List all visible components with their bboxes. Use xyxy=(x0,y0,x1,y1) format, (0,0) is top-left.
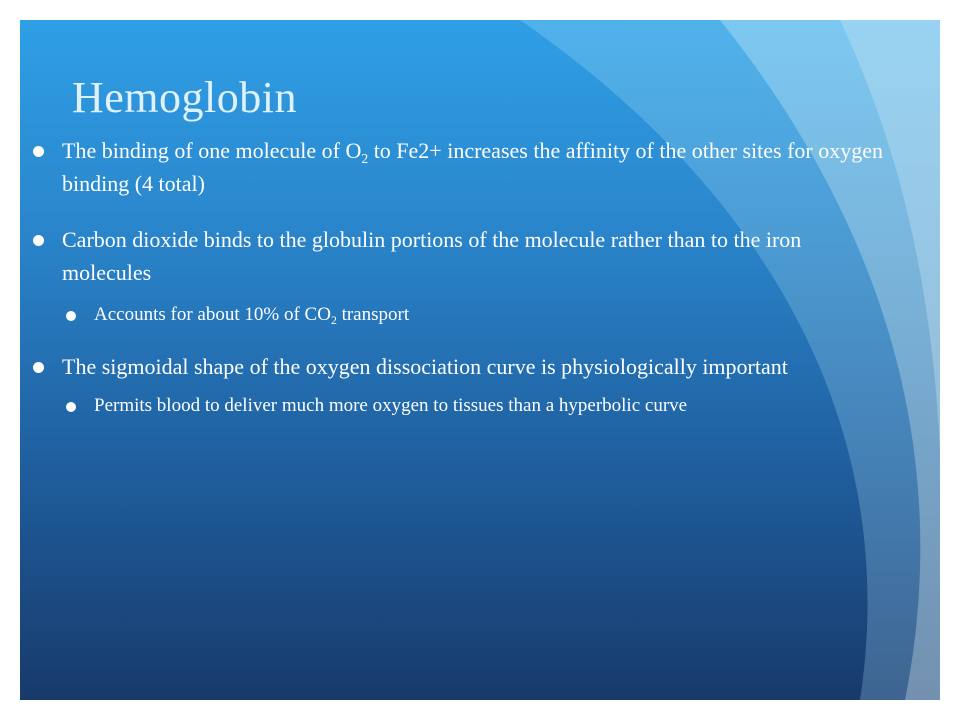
bullet-dot-icon xyxy=(66,311,76,321)
bullet-dot-icon xyxy=(66,402,76,412)
bullet-text: The sigmoidal shape of the oxygen dissociation curve is physiologically important xyxy=(62,354,788,379)
subscript: 2 xyxy=(361,150,369,166)
bullet-carbon-dioxide xyxy=(28,223,888,289)
bullet-dot-icon xyxy=(33,146,44,157)
bullet-text-part: The binding of one molecule of O xyxy=(62,138,362,163)
bullet-text-part: to Fe2+ increases the affinity of the other sites for oxygen binding (4 total) xyxy=(62,138,883,196)
bullet-sigmoidal-curve xyxy=(28,350,888,383)
bullet-text-part: transport xyxy=(336,304,410,325)
slide-body xyxy=(28,120,888,421)
bullet-dot-icon xyxy=(33,235,44,246)
bullet-text: Permits blood to deliver much more oxygen to tissues than a hyperbolic curve xyxy=(94,395,688,416)
bullet-hemoglobin-binding xyxy=(28,134,888,200)
slide-title: Hemoglobin xyxy=(72,73,297,122)
bullet-text-part: Accounts for about 10% of CO xyxy=(94,304,331,325)
sub-bullet-co2-transport xyxy=(28,300,888,330)
sub-bullet-oxygen-delivery xyxy=(28,391,888,421)
bullet-dot-icon xyxy=(33,362,44,373)
bullet-text: Carbon dioxide binds to the globulin portions of the molecule rather than to the iron molecules xyxy=(62,227,802,285)
subscript: 2 xyxy=(330,314,337,328)
